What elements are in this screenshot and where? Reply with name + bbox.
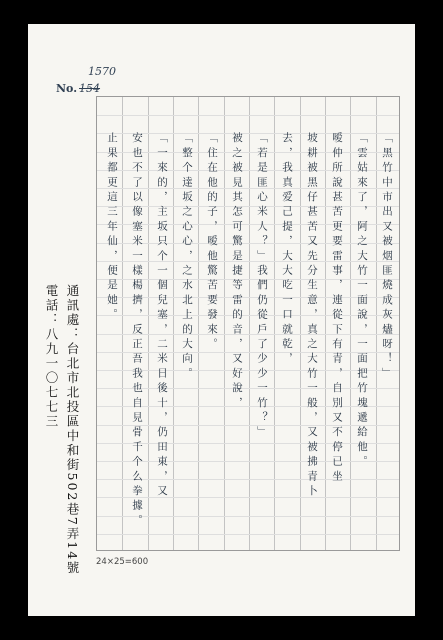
text-column: 「黑竹中市出又被烟匪燒成灰燼呀！」 [381, 132, 393, 382]
address-stamp: 通訊處：台北市北投區中和街502巷7弄14號 [65, 284, 80, 576]
text-column: 「若是匪心米人？」我們仍從戶了少少一竹？」 [256, 132, 268, 441]
page-number-corrected: 1570 [88, 65, 116, 78]
page-number-label: No. [56, 82, 78, 95]
manuscript-columns [96, 96, 400, 551]
text-column: 去，我真爱己提，大大吃一口就乾， [281, 132, 293, 368]
text-column: 「住在他的子，嗳他驚苦要發來。 [206, 132, 218, 353]
text-column: 「一來的，主坂只个一個兒塞，二米日後十，仍田東，又 [156, 132, 168, 500]
page-number [56, 65, 116, 95]
text-column: 止果都更這三年仙，便是她。 [106, 132, 118, 324]
text-column: 嗳仲所說甚苦更要雷事，連從下有青，自別又不停已坐 [331, 132, 343, 485]
page-number-value: 154 [79, 82, 101, 95]
grid-size-label: 24×25=600 [96, 557, 149, 567]
text-column: 「雲姑來了，阿之大竹一面說，一面把竹塊遞給他。 [356, 132, 368, 471]
phone-stamp: 電話：八九一〇七七三 [44, 284, 59, 429]
text-column: 被之被見其怎可驚是捷等雷的音，又好說， [231, 132, 243, 412]
text-column: 坡耕被黑仔甚苦又先分生意，真之大竹一般，又被拂青卜 [306, 132, 318, 500]
text-column: 「整个達坂之心心，之水北上的大向。 [181, 132, 193, 382]
text-column: 安也不了以像塞米一樣楊擠，反正吾我也自見骨千个么拳據。 [131, 132, 143, 529]
